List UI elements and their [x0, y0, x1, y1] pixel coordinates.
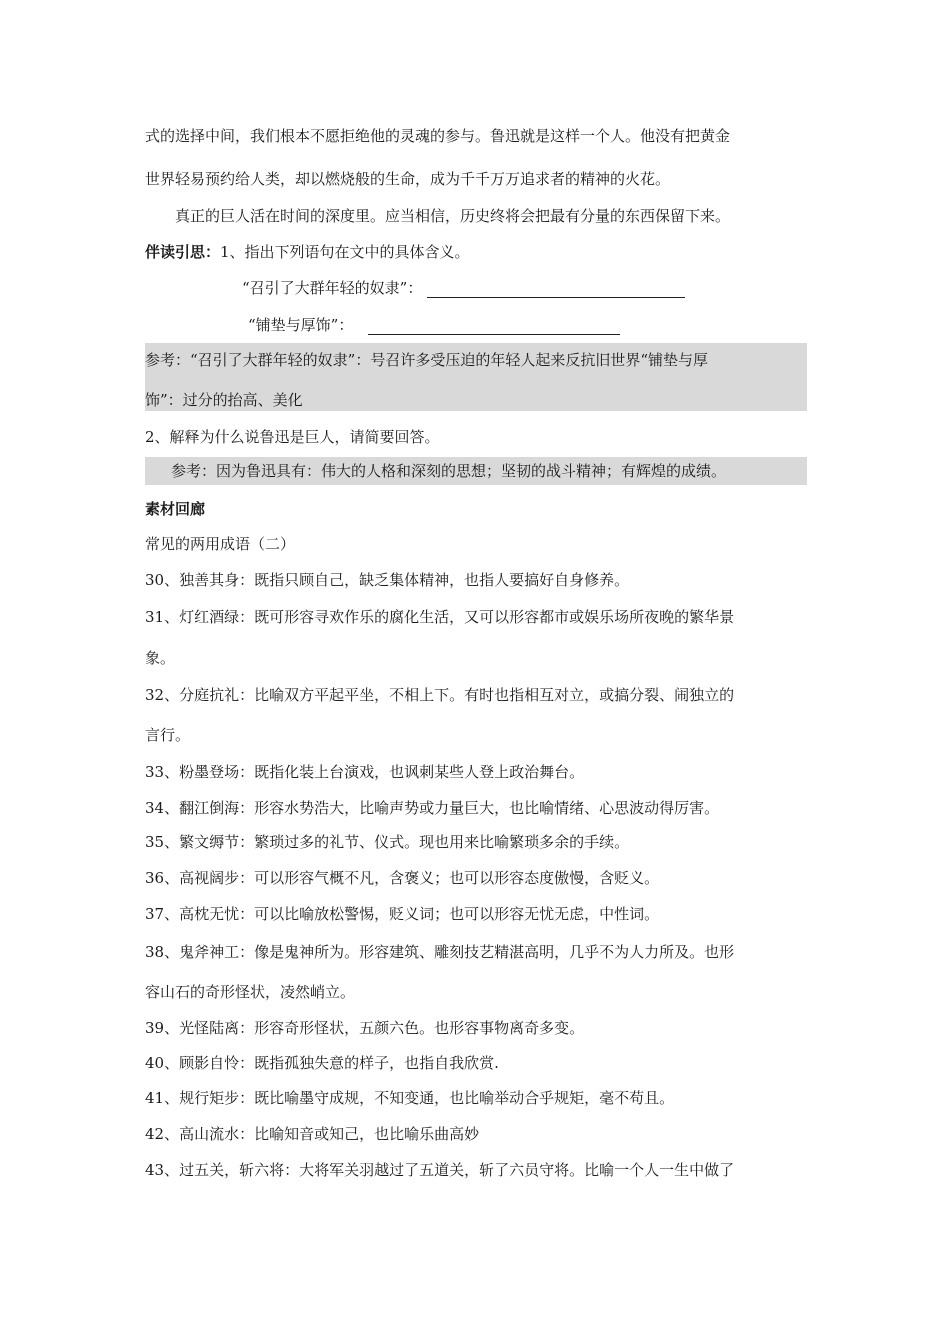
- idiom-line: 43、过五关，斩六将：大将军关羽越过了五道关，斩了六员守将。比喻一个人一生中做了: [145, 1161, 735, 1179]
- section-subheading: 常见的两用成语（二）: [145, 535, 296, 553]
- idiom-line: 40、顾影自怜：既指孤独失意的样子，也指自我欣赏.: [145, 1054, 499, 1072]
- passage-line: 式的选择中间，我们根本不愿拒绝他的灵魂的参与。鲁迅就是这样一个人。他没有把黄金: [145, 127, 731, 145]
- idiom-line: 41、规行矩步：既比喻墨守成规，不知变通，也比喻举动合乎规矩，毫不苟且。: [145, 1089, 675, 1107]
- idiom-line: 37、高枕无忧：可以比喻放松警惕，贬义词；也可以形容无忧无虑，中性词。: [145, 905, 660, 923]
- fill-item-2: [248, 315, 648, 335]
- idiom-line: 39、光怪陆离：形容奇形怪状，五颜六色。也形容事物离奇多变。: [145, 1019, 585, 1037]
- fill-item-label: “铺垫与厚饰”：: [248, 316, 354, 334]
- reference-line: 参考：“召引了大群年轻的奴隶”：号召许多受压迫的年轻人起来反抗旧世界“铺垫与厚: [145, 351, 709, 369]
- idiom-line: 31、灯红酒绿：既可形容寻欢作乐的腐化生活，又可以形容都市或娱乐场所夜晚的繁华景: [145, 608, 735, 626]
- fill-item-1: [242, 278, 722, 298]
- reading-question-1: [145, 242, 810, 262]
- idiom-line: 容山石的奇形怪状，凌然峭立。: [145, 983, 356, 1001]
- idiom-line: 象。: [145, 649, 176, 667]
- idiom-line: 36、高视阔步：可以形容气概不凡，含褒义；也可以形容态度傲慢，含贬义。: [145, 869, 660, 887]
- idiom-line: 33、粉墨登场：既指化装上台演戏，也讽刺某些人登上政治舞台。: [145, 763, 585, 781]
- answer-blank[interactable]: [427, 281, 685, 298]
- reference-line: 参考：因为鲁迅具有：伟大的人格和深刻的思想；坚韧的战斗精神；有辉煌的成绩。: [171, 462, 727, 480]
- reading-question-2: 2、解释为什么说鲁迅是巨人，请简要回答。: [145, 428, 440, 446]
- idiom-line: 言行。: [145, 726, 191, 744]
- idiom-line: 42、高山流水：比喻知音或知己，也比喻乐曲高妙: [145, 1125, 480, 1143]
- idiom-line: 38、鬼斧神工：像是鬼神所为。形容建筑、雕刻技艺精湛高明，几乎不为人力所及。也形: [145, 943, 735, 961]
- passage-line: 真正的巨人活在时间的深度里。应当相信，历史终将会把最有分量的东西保留下来。: [175, 207, 731, 225]
- answer-blank[interactable]: [368, 318, 620, 335]
- fill-item-label: “召引了大群年轻的奴隶”：: [242, 279, 423, 297]
- idiom-line: 35、繁文缛节：繁琐过多的礼节、仪式。现也用来比喻繁琐多余的手续。: [145, 833, 630, 851]
- reference-line: 饰”：过分的抬高、美化: [145, 391, 303, 409]
- reading-label: 伴读引思：: [145, 243, 221, 261]
- passage-line: 世界轻易预约给人类，却以燃烧般的生命，成为千千万万追求者的精神的火花。: [145, 170, 671, 188]
- idiom-line: 32、分庭抗礼：比喻双方平起平坐，不相上下。有时也指相互对立，或搞分裂、闹独立的: [145, 686, 735, 704]
- idiom-line: 30、独善其身：既指只顾自己，缺乏集体精神，也指人要搞好自身修养。: [145, 571, 630, 589]
- question-text: 1、指出下列语句在文中的具体含义。: [220, 243, 470, 261]
- idiom-line: 34、翻江倒海：形容水势浩大，比喻声势或力量巨大，也比喻情绪、心思波动得厉害。: [145, 799, 720, 817]
- section-heading: 素材回廊: [145, 500, 206, 518]
